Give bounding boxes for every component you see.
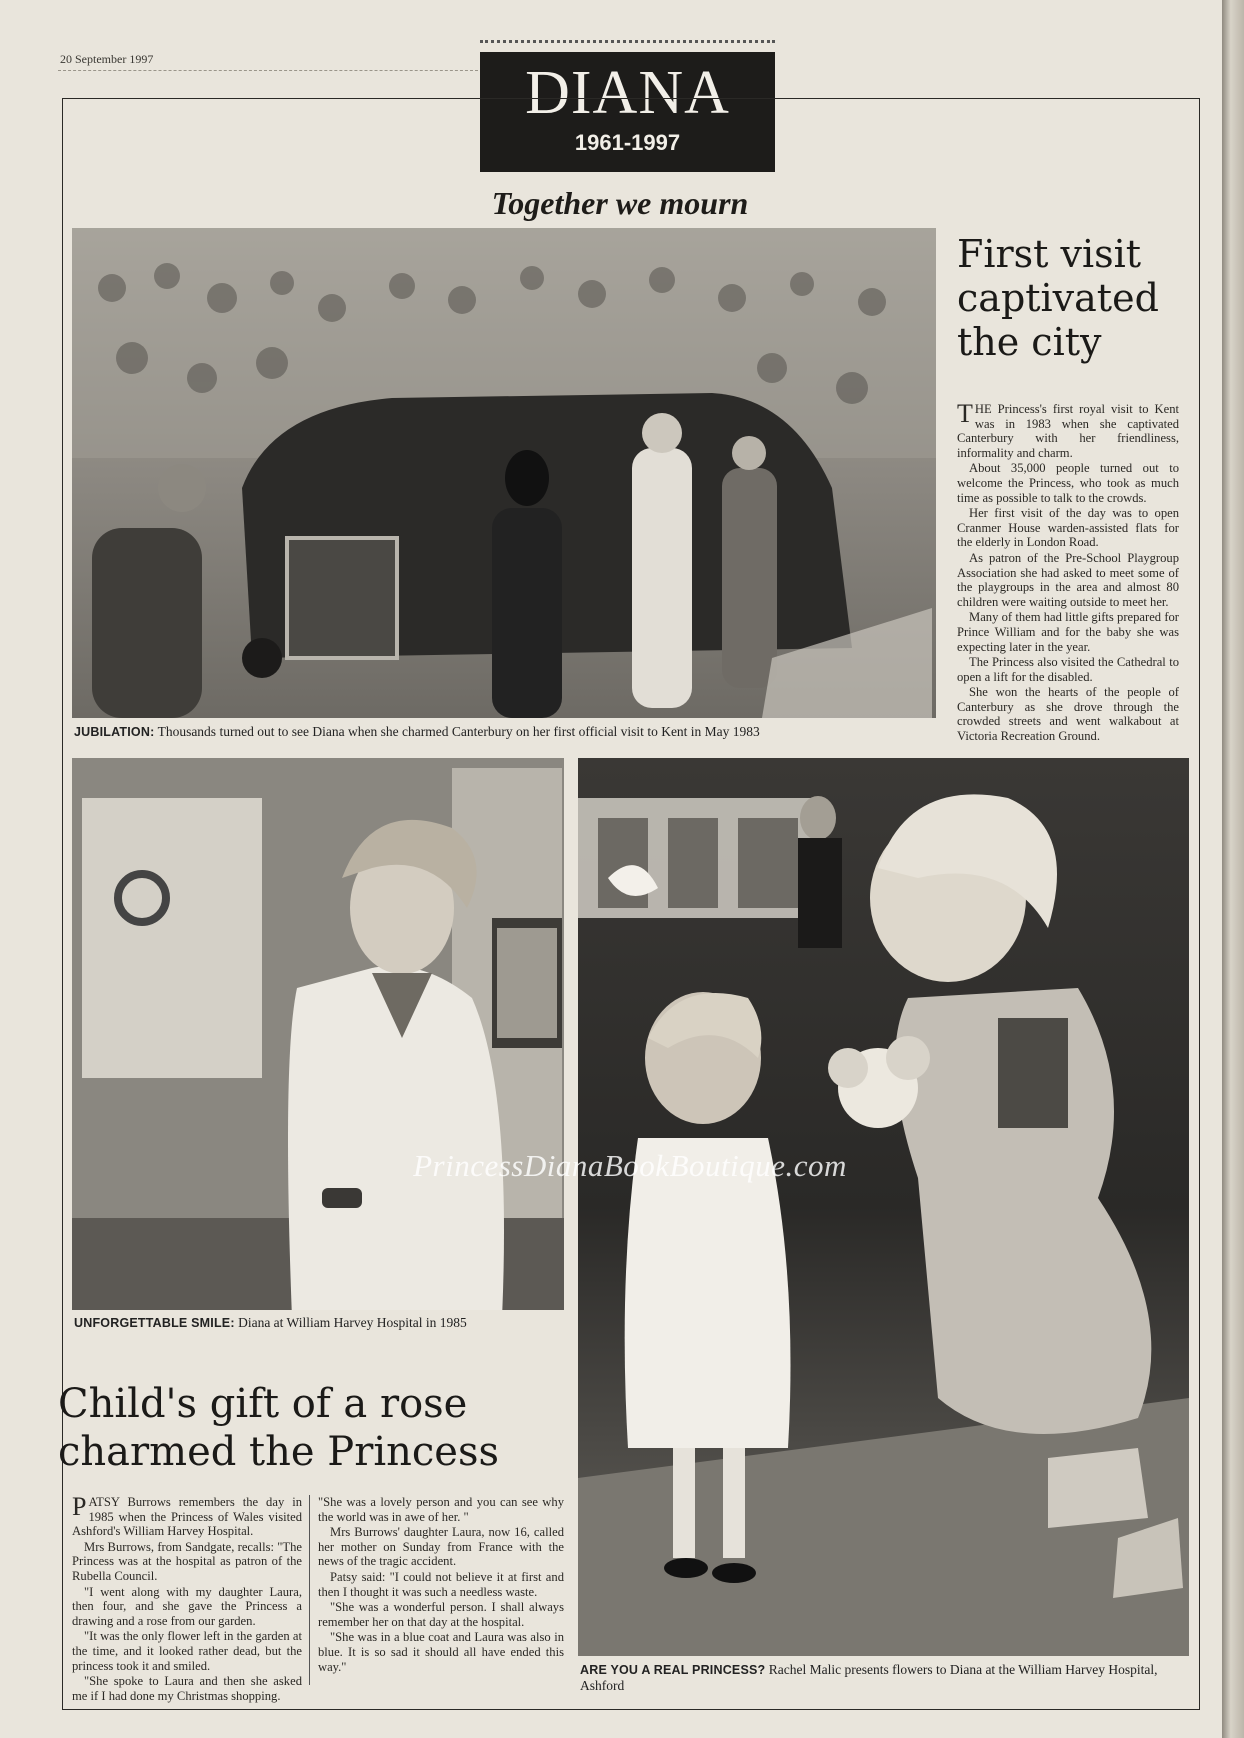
story2-paragraph: "I went along with my daughter Laura, then four, and she gave the Princess a drawing and a rose from our garden.	[72, 1584, 302, 1628]
runner-rule	[58, 70, 478, 71]
story1-paragraph: As patron of the Pre-School Playgroup Association she had asked to meet some of the playgroups in the area and almost 80 children were waiting outside to meet her.	[957, 550, 1179, 609]
photo-unforgettable-smile	[72, 758, 564, 1310]
story1-body	[957, 399, 1179, 745]
story1-paragraph: Her first visit of the day was to open Cranmer House warden-assisted flats for the elderly in London Road.	[957, 506, 1179, 550]
story1-paragraph: She won the hearts of the people of Canterbury as she drove through the crowded streets and went walkabout at Victoria Recreation Ground.	[957, 685, 1179, 744]
story1-headline-line: First visit	[957, 232, 1142, 276]
story2-column-1	[72, 1492, 302, 1704]
story2-dropcap: P	[72, 1492, 87, 1521]
watermark: PrincessDianaBookBoutique.com	[413, 1148, 847, 1183]
caption-jubilation	[74, 724, 944, 740]
caption-label: UNFORGETTABLE SMILE:	[74, 1316, 235, 1330]
story2-paragraph: PATSY Burrows remembers the day in 1985 when the Princess of Wales visited Ashford's William Harvey Hospital.	[72, 1492, 302, 1539]
story1-paragraph: About 35,000 people turned out to welcome the Princess, who took as much time as possible to talk to the crowds.	[957, 461, 1179, 505]
column-divider	[309, 1495, 310, 1685]
masthead-title: DIANA	[525, 59, 730, 127]
story1-dropcap: T	[957, 399, 973, 428]
story2-headline-line: Child's gift of a rose	[58, 1381, 468, 1427]
story1-paragraph: The Princess also visited the Cathedral to open a lift for the disabled.	[957, 655, 1179, 684]
caption-text: Thousands turned out to see Diana when she charmed Canterbury on her first official visit to Kent in May 1983	[154, 724, 760, 739]
story2-paragraph: "She was a wonderful person. I shall always remember her on that day at the hospital.	[318, 1600, 564, 1629]
story2-paragraph: "She spoke to Laura and then she asked me if I had done my Christmas shopping.	[72, 1674, 302, 1703]
masthead-top-rule	[480, 40, 775, 43]
story1-paragraph: Many of them had little gifts prepared for Prince William and for the baby she was expecting later in the year.	[957, 610, 1179, 654]
photo-smile-image	[72, 758, 564, 1310]
adjacent-page-edge	[1222, 0, 1244, 1738]
story2-headline	[58, 1380, 499, 1476]
page-runner: 20 September 1997	[60, 52, 154, 66]
story2-paragraph: Mrs Burrows, from Sandgate, recalls: "The Princess was at the hospital as patron of the Rubella Council.	[72, 1539, 302, 1583]
caption-text: Rachel Malic presents flowers to Diana at the William Harvey Hospital, Ashford	[580, 1662, 1158, 1693]
caption-text: Diana at William Harvey Hospital in 1985	[234, 1315, 467, 1330]
story1-headline-line: captivated	[957, 276, 1159, 320]
photo-real-princess-image	[578, 758, 1189, 1656]
caption-label: ARE YOU A REAL PRINCESS?	[580, 1663, 766, 1677]
story2-paragraph: "She was a lovely person and you can see why the world was in awe of her. "	[318, 1495, 564, 1524]
story2-column-2	[318, 1495, 564, 1675]
photo-jubilation-image	[72, 228, 936, 718]
photo-jubilation-crowd	[72, 228, 936, 718]
tagline: Together we mourn	[491, 185, 749, 221]
story2-paragraph: "It was the only flower left in the garden at the time, and it looked rather dead, but the princess took it and smiled.	[72, 1629, 302, 1673]
story1-headline	[957, 232, 1159, 364]
story2-paragraph: "She was in a blue coat and Laura was also in blue. It is so sad it should all have ended this way."	[318, 1630, 564, 1674]
caption-unforgettable-smile	[74, 1315, 564, 1331]
caption-label: JUBILATION:	[74, 725, 155, 739]
caption-real-princess	[580, 1662, 1180, 1694]
masthead-years: 1961-1997	[574, 130, 681, 155]
story2-paragraph: Patsy said: "I could not believe it at first and then I thought it was such a needless waste.	[318, 1569, 564, 1599]
story1-paragraph: THE Princess's first royal visit to Kent was in 1983 when she captivated Canterbury with her friendliness, informality and charm.	[957, 399, 1179, 460]
story2-paragraph: Mrs Burrows' daughter Laura, now 16, called her mother on Sunday from France with the news of the tragic accident.	[318, 1525, 564, 1569]
photo-real-princess	[578, 758, 1189, 1656]
story1-headline-line: the city	[957, 320, 1102, 364]
story2-headline-line: charmed the Princess	[58, 1429, 499, 1475]
